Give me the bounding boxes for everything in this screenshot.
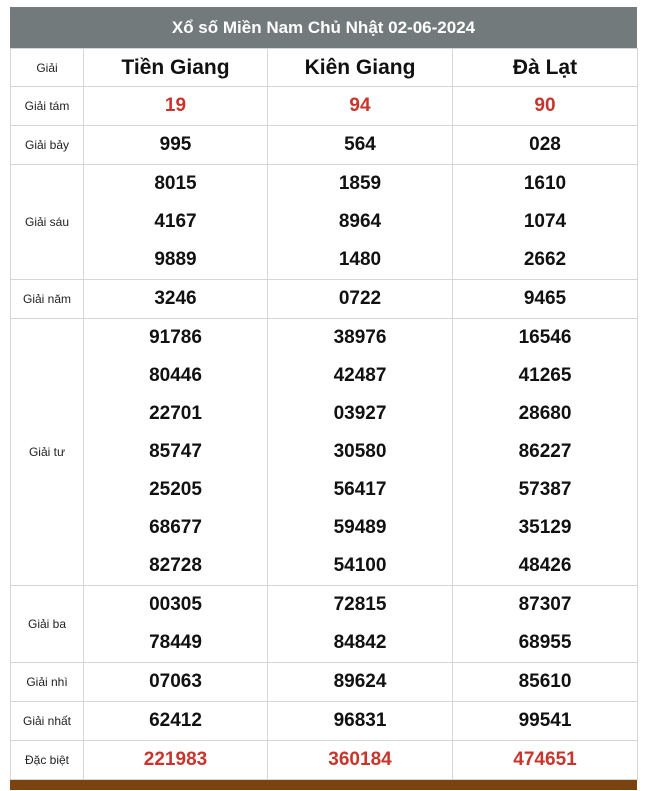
header-row <box>11 49 638 87</box>
winning-number: 19 <box>164 95 187 116</box>
prize-cell <box>84 165 268 280</box>
prize-cell <box>453 319 638 586</box>
winning-number: 9465 <box>523 288 567 309</box>
prize-label: Giải ba <box>11 586 84 663</box>
winning-number: 59489 <box>333 517 387 538</box>
winning-number: 78449 <box>149 632 202 653</box>
prize-cell <box>84 663 268 702</box>
winning-number: 564 <box>344 134 376 155</box>
prize-cell <box>453 165 638 280</box>
winning-number: 57387 <box>518 479 572 500</box>
winning-number: 82728 <box>149 555 202 576</box>
winning-number: 4167 <box>154 211 197 232</box>
winning-number: 30580 <box>333 441 387 462</box>
winning-number: 9889 <box>154 249 197 270</box>
results-board <box>10 7 637 790</box>
prize-cell <box>84 87 268 126</box>
winning-number: 07063 <box>149 671 202 692</box>
prize-cell <box>84 702 268 741</box>
winning-number: 8964 <box>338 211 382 232</box>
winning-number: 41265 <box>518 365 572 386</box>
prize-cell <box>268 663 453 702</box>
prize-cell <box>453 126 638 165</box>
winning-number: 85610 <box>518 671 572 692</box>
winning-number: 00305 <box>149 594 202 615</box>
winning-number: 38976 <box>333 327 387 348</box>
prize-cell <box>268 319 453 586</box>
prize-cell <box>84 741 268 780</box>
province-header-da-lat: Đà Lạt <box>453 49 638 87</box>
winning-number: 028 <box>529 134 561 155</box>
prize-cell <box>453 280 638 319</box>
winning-number: 90 <box>534 95 556 116</box>
winning-number: 28680 <box>518 403 572 424</box>
prize-label: Giải bảy <box>11 126 84 165</box>
prize-cell <box>84 319 268 586</box>
prize-cell <box>453 741 638 780</box>
prize-label: Giải tám <box>11 87 84 126</box>
winning-number: 25205 <box>149 479 202 500</box>
winning-number: 16546 <box>518 327 572 348</box>
prize-cell <box>268 586 453 663</box>
winning-number: 35129 <box>518 517 572 538</box>
winning-number: 03927 <box>333 403 387 424</box>
prize-row <box>11 126 638 165</box>
winning-number: 62412 <box>149 710 202 731</box>
winning-number: 84842 <box>333 632 387 653</box>
winning-number: 99541 <box>518 710 572 731</box>
winning-number: 85747 <box>149 441 202 462</box>
prize-cell <box>268 165 453 280</box>
winning-number: 2662 <box>523 249 567 270</box>
prize-row <box>11 586 638 663</box>
prize-row <box>11 663 638 702</box>
winning-number: 80446 <box>149 365 202 386</box>
winning-number: 68955 <box>518 632 572 653</box>
prize-cell <box>453 586 638 663</box>
prize-row <box>11 280 638 319</box>
prize-cell <box>453 702 638 741</box>
winning-number: 995 <box>159 134 192 155</box>
winning-number: 22701 <box>149 403 202 424</box>
prize-label: Đặc biệt <box>11 741 84 780</box>
prize-cell <box>84 586 268 663</box>
prize-row <box>11 702 638 741</box>
winning-number: 474651 <box>513 749 577 770</box>
winning-number: 221983 <box>143 749 208 770</box>
prize-cell <box>453 87 638 126</box>
prize-row <box>11 741 638 780</box>
province-header-kien-giang: Kiên Giang <box>268 49 453 87</box>
winning-number: 0722 <box>338 288 382 309</box>
winning-number: 3246 <box>154 288 197 309</box>
winning-number: 54100 <box>333 555 387 576</box>
prize-label: Giải năm <box>11 280 84 319</box>
winning-number: 96831 <box>333 710 387 731</box>
winning-number: 42487 <box>333 365 387 386</box>
winning-number: 1480 <box>338 249 382 270</box>
winning-number: 8015 <box>154 173 197 194</box>
results-table <box>10 48 638 780</box>
prize-row <box>11 87 638 126</box>
prize-cell <box>268 126 453 165</box>
winning-number: 1859 <box>338 173 382 194</box>
winning-number: 89624 <box>333 671 387 692</box>
province-header-tien-giang: Tiền Giang <box>84 49 268 87</box>
prize-cell <box>453 663 638 702</box>
winning-number: 68677 <box>149 517 202 538</box>
winning-number: 72815 <box>333 594 387 615</box>
prize-cell <box>268 702 453 741</box>
prize-cell <box>268 87 453 126</box>
prize-label: Giải nhì <box>11 663 84 702</box>
prize-row <box>11 319 638 586</box>
winning-number: 360184 <box>328 749 392 770</box>
winning-number: 91786 <box>149 327 202 348</box>
winning-number: 86227 <box>518 441 572 462</box>
winning-number: 1074 <box>523 211 567 232</box>
winning-number: 56417 <box>333 479 387 500</box>
prize-label: Giải sáu <box>11 165 84 280</box>
winning-number: 48426 <box>518 555 572 576</box>
footer-bar <box>10 780 637 790</box>
prize-label: Giải tư <box>11 319 84 586</box>
prize-cell <box>84 126 268 165</box>
page-title: Xổ số Miền Nam Chủ Nhật 02-06-2024 <box>10 7 637 48</box>
winning-number: 1610 <box>523 173 567 194</box>
prize-row <box>11 165 638 280</box>
prize-column-header: Giải <box>11 49 84 87</box>
prize-cell <box>268 741 453 780</box>
prize-cell <box>268 280 453 319</box>
winning-number: 87307 <box>518 594 572 615</box>
prize-cell <box>84 280 268 319</box>
prize-label: Giải nhất <box>11 702 84 741</box>
winning-number: 94 <box>349 95 371 116</box>
